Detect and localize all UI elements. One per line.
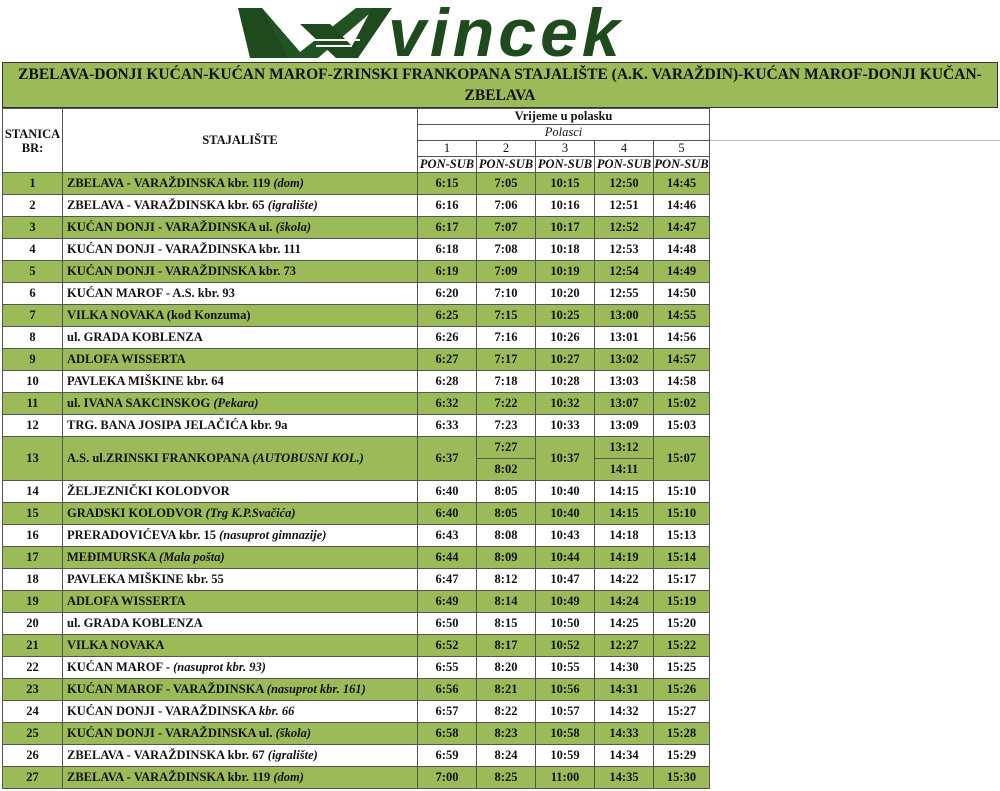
departure-time: 15:27 bbox=[654, 701, 710, 723]
departure-time: 6:47 bbox=[418, 569, 477, 591]
departure-time: 12:52 bbox=[595, 217, 654, 239]
stop-note: (škola) bbox=[275, 220, 312, 234]
table-row bbox=[3, 635, 710, 657]
departure-time: 8:21 bbox=[477, 679, 536, 701]
departure-time: 14:11 bbox=[595, 459, 654, 481]
departure-time: 10:15 bbox=[536, 173, 595, 195]
station-number: 6 bbox=[3, 283, 63, 305]
station-number: 20 bbox=[3, 613, 63, 635]
departure-time: 6:25 bbox=[418, 305, 477, 327]
departure-time: 8:25 bbox=[477, 767, 536, 789]
station-number: 22 bbox=[3, 657, 63, 679]
column-days: PON-SUB bbox=[536, 157, 595, 173]
departure-time: 15:13 bbox=[654, 525, 710, 547]
departure-time: 7:10 bbox=[477, 283, 536, 305]
departure-time: 15:10 bbox=[654, 503, 710, 525]
departure-time: 7:08 bbox=[477, 239, 536, 261]
departure-time: 6:43 bbox=[418, 525, 477, 547]
table-row bbox=[3, 613, 710, 635]
departure-time: 10:52 bbox=[536, 635, 595, 657]
departure-time: 6:57 bbox=[418, 701, 477, 723]
stop-note: (Pekara) bbox=[213, 396, 259, 410]
stop-name: KUĆAN MAROF - VARAŽDINSKA (nasuprot kbr. 161) bbox=[63, 679, 418, 701]
stop-note: (nasuprot kbr. 93) bbox=[173, 660, 266, 674]
departure-time: 8:12 bbox=[477, 569, 536, 591]
stop-name: A.S. ul.ZRINSKI FRANKOPANA (AUTOBUSNI KOL.) bbox=[63, 437, 418, 481]
stop-name: ul. GRADA KOBLENZA bbox=[63, 327, 418, 349]
station-number: 18 bbox=[3, 569, 63, 591]
departure-time: 13:01 bbox=[595, 327, 654, 349]
departure-time: 10:57 bbox=[536, 701, 595, 723]
station-number: 21 bbox=[3, 635, 63, 657]
column-number: 4 bbox=[595, 141, 654, 157]
table-row bbox=[3, 217, 710, 239]
departure-time: 12:51 bbox=[595, 195, 654, 217]
departure-time: 15:10 bbox=[654, 481, 710, 503]
departure-time: 6:50 bbox=[418, 613, 477, 635]
stop-name: ADLOFA WISSERTA bbox=[63, 349, 418, 371]
departure-time: 13:00 bbox=[595, 305, 654, 327]
departure-time: 15:19 bbox=[654, 591, 710, 613]
stop-name: ul. IVANA SAKCINSKOG (Pekara) bbox=[63, 393, 418, 415]
stop-name: ZBELAVA - VARAŽDINSKA kbr. 119 (dom) bbox=[63, 767, 418, 789]
departure-time: 8:09 bbox=[477, 547, 536, 569]
departure-time: 14:55 bbox=[654, 305, 710, 327]
table-row bbox=[3, 701, 710, 723]
departure-time: 6:26 bbox=[418, 327, 477, 349]
table-row bbox=[3, 745, 710, 767]
departure-time: 14:25 bbox=[595, 613, 654, 635]
departure-time: 6:18 bbox=[418, 239, 477, 261]
departure-time: 10:49 bbox=[536, 591, 595, 613]
departure-time: 15:26 bbox=[654, 679, 710, 701]
stop-name: VILKA NOVAKA (kod Konzuma) bbox=[63, 305, 418, 327]
table-row bbox=[3, 261, 710, 283]
departure-time: 6:28 bbox=[418, 371, 477, 393]
departure-time: 7:06 bbox=[477, 195, 536, 217]
departure-time: 15:02 bbox=[654, 393, 710, 415]
station-number: 26 bbox=[3, 745, 63, 767]
departure-time: 7:09 bbox=[477, 261, 536, 283]
departure-time: 8:05 bbox=[477, 503, 536, 525]
stop-name: ZBELAVA - VARAŽDINSKA kbr. 65 (igralište) bbox=[63, 195, 418, 217]
station-number: 25 bbox=[3, 723, 63, 745]
departure-time: 12:27 bbox=[595, 635, 654, 657]
departure-time: 15:03 bbox=[654, 415, 710, 437]
departure-time: 14:56 bbox=[654, 327, 710, 349]
departure-time: 13:07 bbox=[595, 393, 654, 415]
departure-time: 15:30 bbox=[654, 767, 710, 789]
timetable bbox=[2, 108, 710, 789]
stop-name: KUĆAN DONJI - VARAŽDINSKA ul. (škola) bbox=[63, 723, 418, 745]
departure-time: 12:50 bbox=[595, 173, 654, 195]
departure-time: 8:20 bbox=[477, 657, 536, 679]
departure-time: 14:46 bbox=[654, 195, 710, 217]
table-row bbox=[3, 393, 710, 415]
stop-name: PAVLEKA MIŠKINE kbr. 64 bbox=[63, 371, 418, 393]
departure-time: 6:49 bbox=[418, 591, 477, 613]
departure-time: 6:15 bbox=[418, 173, 477, 195]
stop-name: ZBELAVA - VARAŽDINSKA kbr. 67 (igralište) bbox=[63, 745, 418, 767]
header-stajaliste: STAJALIŠTE bbox=[63, 109, 418, 173]
stop-note: (igralište) bbox=[267, 748, 318, 762]
departure-time: 7:05 bbox=[477, 173, 536, 195]
departure-time: 8:23 bbox=[477, 723, 536, 745]
departure-time: 6:59 bbox=[418, 745, 477, 767]
departure-time: 15:29 bbox=[654, 745, 710, 767]
stop-name: ul. GRADA KOBLENZA bbox=[63, 613, 418, 635]
header-polasci: Polasci bbox=[418, 125, 710, 141]
departure-time: 14:45 bbox=[654, 173, 710, 195]
departure-time: 8:02 bbox=[477, 459, 536, 481]
table-row bbox=[3, 173, 710, 195]
departure-time: 11:00 bbox=[536, 767, 595, 789]
table-row bbox=[3, 767, 710, 789]
station-number: 16 bbox=[3, 525, 63, 547]
station-number: 19 bbox=[3, 591, 63, 613]
table-row bbox=[3, 481, 710, 503]
table-row bbox=[3, 195, 710, 217]
departure-time: 10:16 bbox=[536, 195, 595, 217]
column-number: 3 bbox=[536, 141, 595, 157]
departure-time: 8:24 bbox=[477, 745, 536, 767]
stop-name: KUĆAN DONJI - VARAŽDINSKA kbr. 66 bbox=[63, 701, 418, 723]
departure-time: 14:35 bbox=[595, 767, 654, 789]
header-vrijeme: Vrijeme u polasku bbox=[418, 109, 710, 125]
stop-note: (Mala pošta) bbox=[159, 550, 225, 564]
stop-name: VILKA NOVAKA bbox=[63, 635, 418, 657]
departure-time: 13:03 bbox=[595, 371, 654, 393]
departure-time: 8:08 bbox=[477, 525, 536, 547]
departure-time: 14:24 bbox=[595, 591, 654, 613]
departure-time: 7:27 bbox=[477, 437, 536, 459]
departure-time: 14:31 bbox=[595, 679, 654, 701]
departure-time: 7:18 bbox=[477, 371, 536, 393]
table-row bbox=[3, 239, 710, 261]
station-number: 24 bbox=[3, 701, 63, 723]
departure-time: 14:32 bbox=[595, 701, 654, 723]
departure-time: 12:54 bbox=[595, 261, 654, 283]
table-row bbox=[3, 547, 710, 569]
departure-time: 15:28 bbox=[654, 723, 710, 745]
departure-time: 6:32 bbox=[418, 393, 477, 415]
departure-time: 14:18 bbox=[595, 525, 654, 547]
station-number: 13 bbox=[3, 437, 63, 481]
column-days: PON-SUB bbox=[477, 157, 536, 173]
departure-time: 6:55 bbox=[418, 657, 477, 679]
table-row bbox=[3, 415, 710, 437]
departure-time: 15:14 bbox=[654, 547, 710, 569]
departure-time: 10:40 bbox=[536, 503, 595, 525]
stop-note: kbr. 66 bbox=[258, 704, 295, 718]
departure-time: 10:32 bbox=[536, 393, 595, 415]
stop-name: KUĆAN MAROF - A.S. kbr. 93 bbox=[63, 283, 418, 305]
departure-time: 7:07 bbox=[477, 217, 536, 239]
stop-name: GRADSKI KOLODVOR (Trg K.P.Svačića) bbox=[63, 503, 418, 525]
table-row bbox=[3, 525, 710, 547]
station-number: 14 bbox=[3, 481, 63, 503]
column-number: 2 bbox=[477, 141, 536, 157]
departure-time: 10:44 bbox=[536, 547, 595, 569]
departure-time: 15:25 bbox=[654, 657, 710, 679]
page-title: ZBELAVA-DONJI KUĆAN-KUĆAN MAROF-ZRINSKI FRANKOPANA STAJALIŠTE (A.K. VARAŽDIN)-KUĆAN MAROF-DONJI KUČAN-ZBELAVA bbox=[2, 62, 998, 108]
departure-time: 14:48 bbox=[654, 239, 710, 261]
departure-time: 15:20 bbox=[654, 613, 710, 635]
stop-note: (nasuprot kbr. 161) bbox=[266, 682, 366, 696]
station-number: 12 bbox=[3, 415, 63, 437]
stop-name: KUĆAN MAROF - (nasuprot kbr. 93) bbox=[63, 657, 418, 679]
departure-time: 7:17 bbox=[477, 349, 536, 371]
station-number: 1 bbox=[3, 173, 63, 195]
departure-time: 14:50 bbox=[654, 283, 710, 305]
departure-time: 10:27 bbox=[536, 349, 595, 371]
station-number: 4 bbox=[3, 239, 63, 261]
departure-time: 10:59 bbox=[536, 745, 595, 767]
departure-time: 10:56 bbox=[536, 679, 595, 701]
departure-time: 8:15 bbox=[477, 613, 536, 635]
stop-note: (škola) bbox=[275, 726, 312, 740]
departure-time: 7:16 bbox=[477, 327, 536, 349]
departure-time: 6:33 bbox=[418, 415, 477, 437]
departure-time: 14:22 bbox=[595, 569, 654, 591]
stop-note: (dom) bbox=[273, 770, 304, 784]
column-days: PON-SUB bbox=[418, 157, 477, 173]
departure-time: 10:18 bbox=[536, 239, 595, 261]
departure-time: 13:09 bbox=[595, 415, 654, 437]
departure-time: 13:02 bbox=[595, 349, 654, 371]
table-row bbox=[3, 371, 710, 393]
departure-time: 10:55 bbox=[536, 657, 595, 679]
departure-time: 6:16 bbox=[418, 195, 477, 217]
station-number: 27 bbox=[3, 767, 63, 789]
stop-name: TRG. BANA JOSIPA JELAČIĆA kbr. 9a bbox=[63, 415, 418, 437]
station-number: 2 bbox=[3, 195, 63, 217]
table-row bbox=[3, 591, 710, 613]
departure-time: 10:50 bbox=[536, 613, 595, 635]
departure-time: 10:33 bbox=[536, 415, 595, 437]
vincek-logo bbox=[0, 0, 1000, 62]
station-number: 9 bbox=[3, 349, 63, 371]
departure-time: 13:12 bbox=[595, 437, 654, 459]
departure-time: 14:58 bbox=[654, 371, 710, 393]
departure-time: 6:56 bbox=[418, 679, 477, 701]
column-number: 1 bbox=[418, 141, 477, 157]
departure-time: 10:43 bbox=[536, 525, 595, 547]
divider bbox=[709, 140, 1000, 141]
departure-time: 15:17 bbox=[654, 569, 710, 591]
departure-time: 14:15 bbox=[595, 503, 654, 525]
table-row bbox=[3, 305, 710, 327]
departure-time: 6:52 bbox=[418, 635, 477, 657]
departure-time: 6:44 bbox=[418, 547, 477, 569]
departure-time: 10:25 bbox=[536, 305, 595, 327]
departure-time: 8:22 bbox=[477, 701, 536, 723]
departure-time: 7:22 bbox=[477, 393, 536, 415]
departure-time: 7:23 bbox=[477, 415, 536, 437]
stop-name: MEĐIMURSKA (Mala pošta) bbox=[63, 547, 418, 569]
departure-time: 14:34 bbox=[595, 745, 654, 767]
stop-name: PAVLEKA MIŠKINE kbr. 55 bbox=[63, 569, 418, 591]
departure-time: 6:19 bbox=[418, 261, 477, 283]
stop-note: (igralište) bbox=[267, 198, 318, 212]
column-number: 5 bbox=[654, 141, 710, 157]
departure-time: 14:30 bbox=[595, 657, 654, 679]
departure-time: 12:53 bbox=[595, 239, 654, 261]
stop-note: (nasuprot gimnazije) bbox=[219, 528, 327, 542]
departure-time: 6:20 bbox=[418, 283, 477, 305]
departure-time: 8:05 bbox=[477, 481, 536, 503]
departure-time: 6:17 bbox=[418, 217, 477, 239]
departure-time: 14:15 bbox=[595, 481, 654, 503]
departure-time: 14:19 bbox=[595, 547, 654, 569]
departure-time: 15:07 bbox=[654, 437, 710, 481]
stop-name: KUĆAN DONJI - VARAŽDINSKA kbr. 73 bbox=[63, 261, 418, 283]
departure-time: 10:19 bbox=[536, 261, 595, 283]
departure-time: 7:15 bbox=[477, 305, 536, 327]
table-row bbox=[3, 679, 710, 701]
stop-name: KUĆAN DONJI - VARAŽDINSKA kbr. 111 bbox=[63, 239, 418, 261]
station-number: 15 bbox=[3, 503, 63, 525]
departure-time: 6:40 bbox=[418, 481, 477, 503]
departure-time: 6:27 bbox=[418, 349, 477, 371]
station-number: 7 bbox=[3, 305, 63, 327]
stop-name: ZBELAVA - VARAŽDINSKA kbr. 119 (dom) bbox=[63, 173, 418, 195]
station-number: 10 bbox=[3, 371, 63, 393]
station-number: 23 bbox=[3, 679, 63, 701]
departure-time: 6:40 bbox=[418, 503, 477, 525]
table-row bbox=[3, 283, 710, 305]
station-number: 3 bbox=[3, 217, 63, 239]
table-row bbox=[3, 327, 710, 349]
departure-time: 10:26 bbox=[536, 327, 595, 349]
departure-time: 10:20 bbox=[536, 283, 595, 305]
departure-time: 6:58 bbox=[418, 723, 477, 745]
station-number: 17 bbox=[3, 547, 63, 569]
departure-time: 8:14 bbox=[477, 591, 536, 613]
departure-time: 14:47 bbox=[654, 217, 710, 239]
table-row bbox=[3, 723, 710, 745]
departure-time: 10:28 bbox=[536, 371, 595, 393]
table-row bbox=[3, 657, 710, 679]
station-number: 8 bbox=[3, 327, 63, 349]
departure-time: 8:17 bbox=[477, 635, 536, 657]
departure-time: 14:33 bbox=[595, 723, 654, 745]
stop-note: (Trg K.P.Svačića) bbox=[205, 506, 296, 520]
departure-time: 12:55 bbox=[595, 283, 654, 305]
column-days: PON-SUB bbox=[654, 157, 709, 171]
departure-time: 10:58 bbox=[536, 723, 595, 745]
table-row bbox=[3, 503, 710, 525]
table-row bbox=[3, 437, 710, 459]
departure-time: 6:37 bbox=[418, 437, 477, 481]
departure-time: 14:57 bbox=[654, 349, 710, 371]
departure-time: 10:47 bbox=[536, 569, 595, 591]
departure-time: 14:49 bbox=[654, 261, 710, 283]
logo-text: vincek bbox=[388, 0, 624, 62]
column-days: PON-SUB bbox=[595, 157, 654, 173]
departure-time: 10:17 bbox=[536, 217, 595, 239]
departure-time: 7:00 bbox=[418, 767, 477, 789]
stop-note: (dom) bbox=[273, 176, 304, 190]
departure-time: 15:22 bbox=[654, 635, 710, 657]
station-number: 5 bbox=[3, 261, 63, 283]
departure-time: 10:40 bbox=[536, 481, 595, 503]
table-row bbox=[3, 349, 710, 371]
departure-time: 10:37 bbox=[536, 437, 595, 481]
stop-name: ADLOFA WISSERTA bbox=[63, 591, 418, 613]
table-row bbox=[3, 569, 710, 591]
stop-name: KUĆAN DONJI - VARAŽDINSKA ul. (škola) bbox=[63, 217, 418, 239]
stop-name: ŽELJEZNIČKI KOLODVOR bbox=[63, 481, 418, 503]
header-stanica: STANICA BR: bbox=[3, 109, 63, 173]
station-number: 11 bbox=[3, 393, 63, 415]
stop-name: PRERADOVIĆEVA kbr. 15 (nasuprot gimnazije) bbox=[63, 525, 418, 547]
stop-note: (AUTOBUSNI KOL.) bbox=[252, 451, 364, 465]
